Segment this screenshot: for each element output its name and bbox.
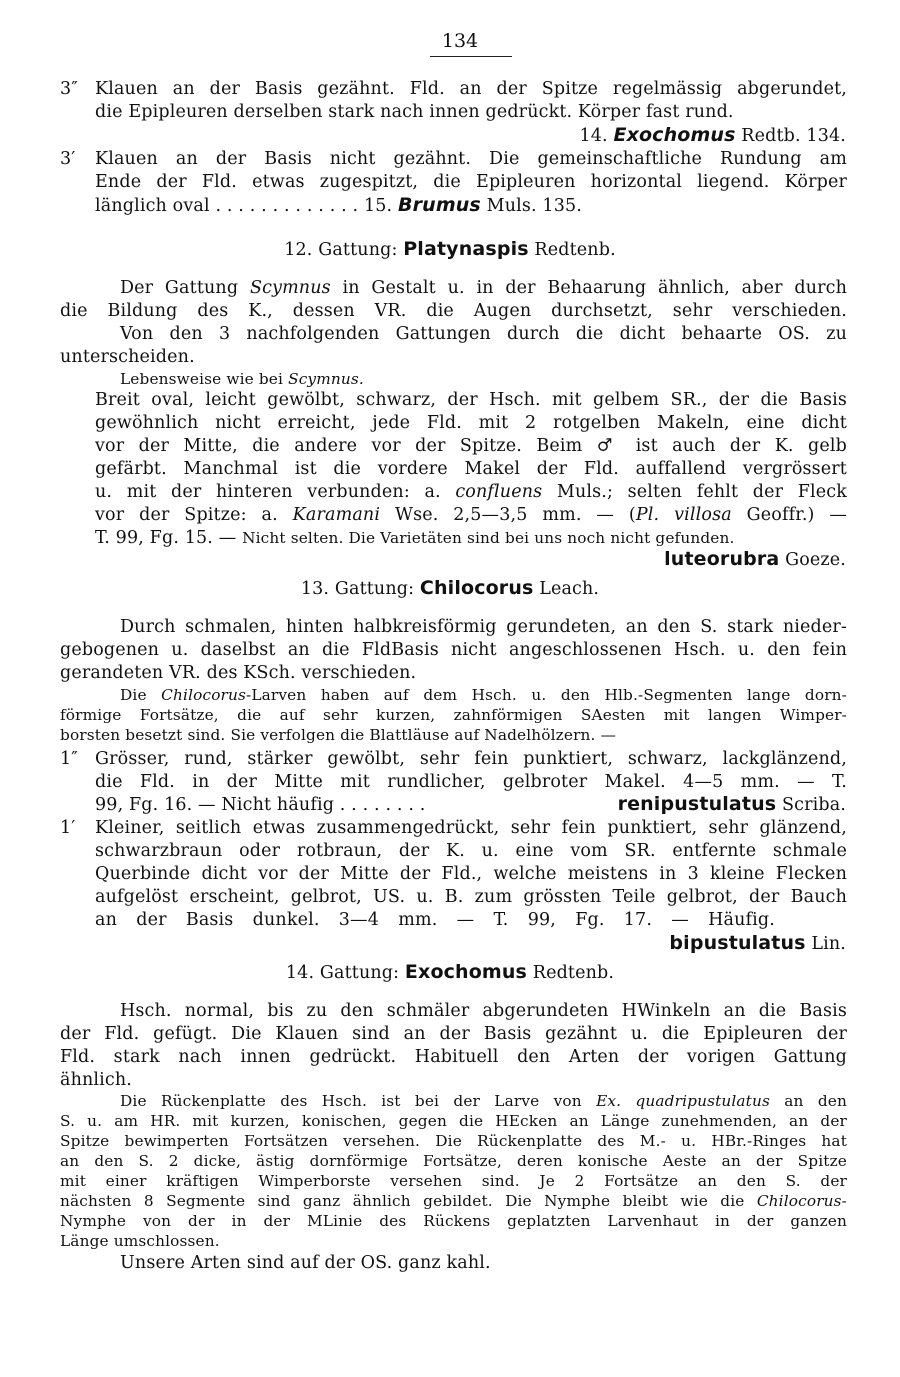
species-name: bipustulatus (669, 932, 806, 954)
paragraph-line: gerandeten VR. des KSch. verschieden. (60, 663, 417, 683)
description-line: Grösser, rund, stärker gewölbt, sehr fein punktiert, schwarz, lackglänzend, (95, 749, 847, 769)
small-text-line: borsten besetzt sind. Sie verfolgen die Blattläuse auf Nadelhölzern. — (60, 726, 617, 744)
section-heading (0, 961, 900, 984)
text: Geoffr.) — (746, 505, 848, 525)
section-heading (0, 577, 900, 600)
species-name-line (669, 932, 846, 955)
text: T. 99, Fg. 15. — (95, 528, 237, 548)
paragraph-line: unterscheiden. (60, 347, 195, 367)
text: Der Gattung (120, 278, 239, 298)
description-line (95, 481, 847, 503)
paragraph-line: gebogenen u. daselbst an die FldBasis nicht angeschlossenen Hsch. u. den fein (60, 640, 847, 660)
ref-genus-name: Brumus (397, 194, 481, 216)
key-text-line (95, 194, 582, 217)
text: Muls.; selten fehlt der Fleck (556, 482, 847, 502)
text: Die (120, 686, 147, 704)
text: an den (784, 1092, 847, 1110)
small-text-line (60, 1191, 847, 1211)
paragraph-line: die Bildung des K., dessen VR. die Augen durchsetzt, sehr verschieden. (60, 301, 847, 321)
small-text-line: S. u. am HR. mit kurzen, konischen, gegen die HEcken an Länge zunehmenden, an der (60, 1112, 847, 1130)
paragraph-line: Von den 3 nachfolgenden Gattungen durch die dicht behaarte OS. zu (120, 324, 847, 344)
key-number: 1′ (60, 818, 76, 838)
paragraph-line: Unsere Arten sind auf der OS. ganz kahl. (120, 1253, 491, 1273)
description-line: 99, Fg. 16. — Nicht häufig . . . . . . . . (95, 795, 426, 815)
genus-author: Redtenb. (532, 963, 615, 983)
description-line (95, 527, 735, 549)
genus-italic: Scymnus (249, 278, 331, 298)
ref-author: Muls. 135. (486, 196, 582, 216)
heading-prefix: 12. Gattung: (284, 240, 398, 260)
page-number: 134 (441, 30, 479, 52)
description-line: Breit oval, leicht gewölbt, schwarz, der Hsch. mit gelbem SR., der die Basis (95, 390, 847, 410)
heading-prefix: 14. Gattung: (285, 963, 400, 983)
key-text-line: Ende der Fld. etwas zugespitzt, die Epipleuren horizontal liegend. Körper (95, 172, 847, 192)
species-author: Lin. (811, 934, 846, 954)
section-heading (0, 238, 900, 261)
page-number-rule (430, 56, 512, 57)
description-line: Querbinde dicht vor der Mitte der Fld., welche meistens in 3 kleine Flecken (95, 864, 847, 884)
genus-name: Exochomus (404, 961, 528, 983)
key-text-line: Klauen an der Basis nicht gezähnt. Die gemeinschaftliche Rundung am (95, 149, 847, 169)
description-line: schwarzbraun oder rotbraun, der K. u. eine vom SR. entfernte schmale (95, 841, 847, 861)
description-line: gewöhnlich nicht erreicht, jede Fld. mit 2 rotgelben Makeln, eine dicht (95, 413, 847, 433)
key-text: länglich oval . . . . . . . . . . . . . 15. (95, 196, 393, 216)
description-line (95, 504, 847, 526)
small-text-line: Nymphe von der in der MLinie des Rückens geplatzten Larvenhaut in der ganzen (60, 1212, 847, 1230)
heading-prefix: 13. Gattung: (300, 579, 415, 599)
species-italic: Ex. quadripustulatus (596, 1092, 770, 1110)
species-name-line (618, 793, 846, 816)
small-text-line: förmige Fortsätze, die auf sehr kurzen, zahnförmigen SAesten mit langen Wimper- (60, 706, 847, 724)
key-number: 1″ (60, 749, 78, 769)
genus-author: Leach. (539, 579, 600, 599)
key-text-line: Klauen an der Basis gezähnt. Fld. an der Spitze regelmässig abgerundet, (95, 79, 847, 99)
genus-name: Platynaspis (403, 238, 529, 260)
key-genus-reference (579, 124, 846, 147)
text: u. mit der hinteren verbunden: a. (95, 482, 441, 502)
key-number: 3″ (60, 79, 78, 99)
paragraph-line: Hsch. normal, bis zu den schmäler abgerundeten HWinkeln an die Basis (120, 1001, 847, 1021)
text: -Larven haben auf dem Hsch. u. den Hlb.-Segmenten lange dorn- (246, 686, 847, 704)
paragraph-line: ähnlich. (60, 1070, 133, 1090)
small-text-line (120, 685, 847, 705)
small-text-line: Länge umschlossen. (60, 1232, 220, 1250)
genus-author: Redtenb. (534, 240, 616, 260)
species-author: Scriba. (781, 795, 846, 815)
genus-italic: Scymnus. (288, 370, 364, 388)
description-line: aufgelöst erscheint, gelbrot, US. u. B. zum grössten Teile gelbrot, der Bauch (95, 887, 847, 907)
small-text-line (120, 1091, 847, 1111)
description-line (95, 435, 847, 457)
text: Lebensweise wie bei (120, 370, 284, 388)
text: Nicht selten. Die Varietäten sind bei uns noch nicht gefunden. (242, 529, 735, 547)
key-number: 3′ (60, 149, 76, 169)
small-text-line: mit einer kräftigen Wimperborste versehen sind. Je 2 Fortsätze an den S. der (60, 1172, 847, 1190)
species-name-line (664, 548, 846, 571)
ref-genus-name: Exochomus (613, 124, 736, 146)
text: Die Rückenplatte des Hsch. ist bei der Larve von (120, 1092, 582, 1110)
description-line: gefärbt. Manchmal ist die vordere Makel der Fld. auffallend vergrössert (95, 459, 847, 479)
description-line: Kleiner, seitlich etwas zusammengedrückt, sehr fein punktiert, sehr glänzend, (95, 818, 847, 838)
synonym-name: Pl. villosa (635, 505, 732, 525)
paragraph-line: der Fld. gefügt. Die Klauen sind an der Basis gezähnt u. die Epipleuren der (60, 1024, 847, 1044)
key-text-line: die Epipleuren derselben stark nach innen gedrückt. Körper fast rund. (95, 102, 734, 122)
variety-name: Karamani (292, 505, 381, 525)
variety-name: confluens (455, 482, 543, 502)
description-line: die Fld. in der Mitte mit rundlicher, gelbroter Makel. 4—5 mm. — T. (95, 772, 847, 792)
text: nächsten 8 Segmente sind ganz ähnlich gebildet. Die Nymphe bleibt wie die (60, 1192, 745, 1210)
species-name: renipustulatus (617, 793, 777, 815)
text: vor der Spitze: a. (95, 505, 278, 525)
description-line: an der Basis dunkel. 3—4 mm. — T. 99, Fg. 17. — Häufig. (95, 910, 775, 930)
male-symbol-icon: ♂ (596, 436, 622, 456)
genus-italic: Chilocorus (161, 686, 247, 704)
small-text-line: Spitze bewimperten Fortsätzen versehen. Die Rückenplatte des M.- u. HBr.-Ringes hat (60, 1132, 847, 1150)
species-author: Goeze. (785, 550, 846, 570)
paragraph-line: Fld. stark nach innen gedrückt. Habituell den Arten der vorigen Gattung (60, 1047, 847, 1067)
text: vor der Mitte, die andere vor der Spitze. Beim (95, 436, 583, 456)
text: Wse. 2,5—3,5 mm. — ( (394, 505, 636, 525)
small-text-line (120, 369, 364, 389)
species-name: luteorubra (664, 548, 780, 570)
ref-number: 14. (579, 126, 608, 146)
text: ist auch der K. gelb (635, 436, 847, 456)
small-text-line: an den S. 2 dicke, ästig dornförmige Fortsätze, deren konische Aeste an der Spitze (60, 1152, 847, 1170)
genus-name: Chilocorus (419, 577, 534, 599)
ref-author: Redtb. 134. (741, 126, 846, 146)
text: in Gestalt u. in der Behaarung ähnlich, aber durch (342, 278, 848, 298)
genus-italic: Chilocorus- (756, 1192, 847, 1210)
paragraph-line (120, 277, 847, 299)
paragraph-line: Durch schmalen, hinten halbkreisförmig gerundeten, an den S. stark nieder- (120, 617, 847, 637)
